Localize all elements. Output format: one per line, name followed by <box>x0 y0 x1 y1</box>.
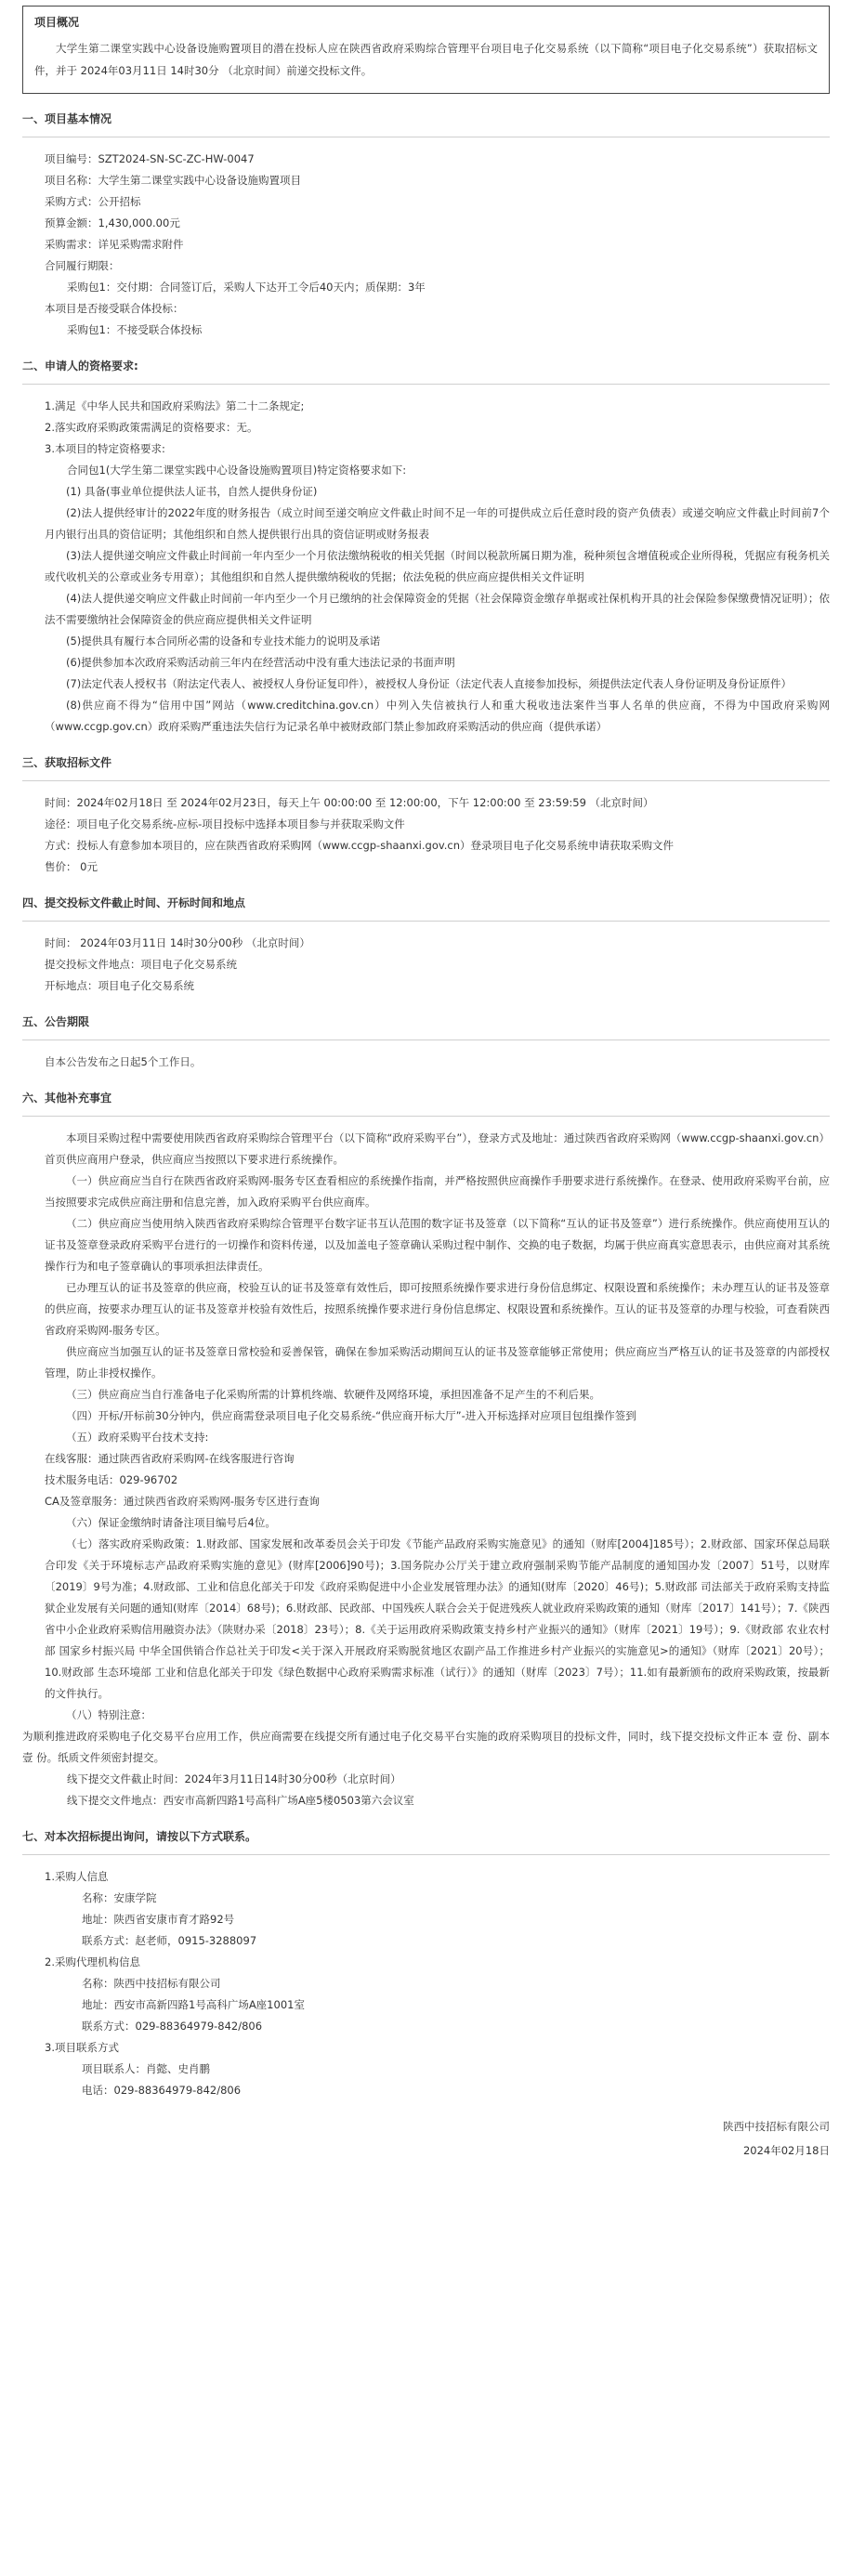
procurement-requirement: 采购需求：详见采购需求附件 <box>45 238 184 251</box>
list-item: 3.本项目的特定资格要求: <box>45 442 165 455</box>
opening-place: 开标地点：项目电子化交易系统 <box>45 979 194 992</box>
paragraph: 供应商应当加强互认的证书及签章日常校验和妥善保管，确保在参加采购活动期间互认的证书及签章能够正常使用；供应商应当严格互认的证书及签章的内部授权管理，防止非授权操作。 <box>45 1345 830 1380</box>
project-number: 项目编号：SZT2024-SN-SC-ZC-HW-0047 <box>45 152 255 165</box>
section-contact <box>22 1826 830 2101</box>
purchaser-contact: 联系方式：赵老师，0915-3288097 <box>82 1934 257 1947</box>
section-submission <box>22 893 830 997</box>
contract-period-label: 合同履行期限： <box>45 259 120 272</box>
project-contact-phone: 电话：029-88364979-842/806 <box>82 2084 242 2097</box>
submission-place: 提交投标文件地点：项目电子化交易系统 <box>45 958 237 971</box>
list-item: (1) 具备(事业单位提供法人证书，自然人提供身份证) <box>66 485 318 498</box>
list-item: (6)提供参加本次政府采购活动前三年内在经营活动中没有重大违法记录的书面声明 <box>66 656 455 669</box>
price: 售价： 0元 <box>45 860 98 873</box>
paragraph: 技术服务电话：029-96702 <box>45 1473 178 1486</box>
paragraph: （五）政府采购平台技术支持: <box>66 1431 209 1444</box>
section-qualification <box>22 356 830 738</box>
project-name: 项目名称：大学生第二课堂实践中心设备设施购置项目 <box>45 174 301 187</box>
paragraph: （二）供应商应当使用纳入陕西省政府采购综合管理平台数字证书互认范围的数字证书及签章（以下简称“互认的证书及签章”）进行系统操作。供应商使用互认的证书及签章登录政府采购平台进行的一切操作和资料传递，以及加盖电子签章确认采购过程中制作、交换的电子数据，均属于供应商真实意思表示，由供应商对其系统操作行为和电子签章确认的事项承担法律责任。 <box>45 1217 830 1273</box>
paragraph: （一）供应商应当自行在陕西省政府采购网-服务专区查看相应的系统操作指南，并严格按照供应商操作手册要求进行系统操作。在登录、使用政府采购平台前，应当按照要求完成供应商注册和信息完善，加入政府采购平台供应商库。 <box>45 1174 830 1209</box>
signature-block <box>22 2114 830 2163</box>
notice-period: 自本公告发布之日起5个工作日。 <box>45 1055 202 1068</box>
project-overview-box <box>22 6 830 94</box>
list-item: (8)供应商不得为“信用中国”网站（www.creditchina.gov.cn）中列入失信被执行人和重大税收违法案件当事人名单的供应商，不得为中国政府采购网（www.ccgp.gov.cn）政府采购严重违法失信行为记录名单中被财政部门禁止参加政府采购活动的供应商（提供承诺） <box>45 699 830 733</box>
joint-bid-label: 本项目是否接受联合体投标： <box>45 302 184 315</box>
budget-amount: 预算金额：1,430,000.00元 <box>45 216 180 229</box>
contact-heading: 1.采购人信息 <box>45 1870 109 1883</box>
section-title: 七、对本次招标提出询问，请按以下方式联系。 <box>22 1826 830 1855</box>
list-item: 1.满足《中华人民共和国政府采购法》第二十二条规定; <box>45 399 305 412</box>
deadline: 时间： 2024年03月11日 14时30分00秒 （北京时间） <box>45 936 310 949</box>
overview-title: 项目概况 <box>34 16 80 29</box>
section-supplementary <box>22 1088 830 1811</box>
procurement-method: 采购方式：公开招标 <box>45 195 141 208</box>
section-title: 一、项目基本情况 <box>22 109 830 137</box>
section-basic-info <box>22 109 830 341</box>
paragraph: CA及签章服务：通过陕西省政府采购网-服务专区进行查询 <box>45 1495 321 1508</box>
purchaser-address: 地址：陕西省安康市育才路92号 <box>82 1913 235 1926</box>
paragraph: 为顺利推进政府采购电子化交易平台应用工作，供应商需要在线提交所有通过电子化交易平台实施的政府采购项目的投标文件，同时，线下提交投标文件正本 壹 份、副本 壹 份。纸质文件须密封提交。 <box>22 1730 830 1764</box>
paragraph: （六）保证金缴纳时请备注项目编号后4位。 <box>66 1516 276 1529</box>
list-item: 合同包1(大学生第二课堂实践中心设备设施购置项目)特定资格要求如下: <box>67 464 407 477</box>
list-item: 2.落实政府采购政策需满足的资格要求：无。 <box>45 421 258 434</box>
list-item: (3)法人提供递交响应文件截止时间前一年内至少一个月依法缴纳税收的相关凭据（时间以税款所属日期为准，税种须包含增值税或企业所得税，凭据应有税务机关或代收机关的公章或业务专用章）；其他组织和自然人提供缴纳税收的凭据；依法免税的供应商应提供相关文件证明 <box>45 549 830 583</box>
paragraph: 线下提交文件截止时间：2024年3月11日14时30分00秒（北京时间） <box>67 1772 401 1785</box>
overview-text: 大学生第二课堂实践中心设备设施购置项目的潜在投标人应在陕西省政府采购综合管理平台项目电子化交易系统（以下简称“项目电子化交易系统”）获取招标文件，并于 2024年03月11日 14时30分 （北京时间）前递交投标文件。 <box>34 42 818 77</box>
list-item: (7)法定代表人授权书（附法定代表人、被授权人身份证复印件），被授权人身份证（法定代表人直接参加投标，须提供法定代表人身份证明及身份证原件） <box>66 677 793 690</box>
section-title: 四、提交投标文件截止时间、开标时间和地点 <box>22 893 830 922</box>
agency-address: 地址：西安市高新四路1号高科广场A座1001室 <box>82 1998 305 2011</box>
paragraph: （四）开标/开标前30分钟内，供应商需登录项目电子化交易系统-“供应商开标大厅”-进入开标选择对应项目包组操作签到 <box>66 1409 636 1422</box>
section-obtain-documents <box>22 752 830 878</box>
section-title: 五、公告期限 <box>22 1012 830 1040</box>
contract-period-value: 采购包1：交付期：合同签订后，采购人下达开工令后40天内；质保期：3年 <box>67 281 426 294</box>
paragraph: 本项目采购过程中需要使用陕西省政府采购综合管理平台（以下简称“政府采购平台”），登录方式及地址：通过陕西省政府采购网（www.ccgp-shaanxi.gov.cn）首页供应商用户登录，供应商应当按照以下要求进行系统操作。 <box>45 1131 830 1166</box>
footer-date: 2024年02月18日 <box>742 2144 830 2157</box>
contact-heading: 2.采购代理机构信息 <box>45 1955 140 1968</box>
paragraph: （三）供应商应当自行准备电子化采购所需的计算机终端、软硬件及网络环境，承担因准备不足产生的不利后果。 <box>66 1388 600 1401</box>
contact-heading: 3.项目联系方式 <box>45 2041 119 2054</box>
agency-name: 名称：陕西中技招标有限公司 <box>82 1977 221 1990</box>
obtain-channel: 途径：项目电子化交易系统-应标-项目投标中选择本项目参与并获取采购文件 <box>45 817 405 830</box>
obtain-method: 方式：投标人有意参加本项目的，应在陕西省政府采购网（www.ccgp-shaanxi.gov.cn）登录项目电子化交易系统申请获取采购文件 <box>45 839 675 852</box>
agency-contact: 联系方式：029-88364979-842/806 <box>82 2020 263 2033</box>
section-title: 二、申请人的资格要求: <box>22 356 830 385</box>
joint-bid-value: 采购包1：不接受联合体投标 <box>67 323 203 336</box>
announcement-page <box>22 0 830 2163</box>
purchaser-name: 名称：安康学院 <box>82 1891 157 1904</box>
paragraph: 线下提交文件地点：西安市高新四路1号高科广场A座5楼0503第六会议室 <box>67 1794 414 1807</box>
footer-org: 陕西中技招标有限公司 <box>723 2120 830 2133</box>
paragraph: （七）落实政府采购政策：1.财政部、国家发展和改革委员会关于印发《节能产品政府采购实施意见》的通知（财库[2004]185号）；2.财政部、国家环保总局联合印发《关于环境标志产品政府采购实施的意见》(财库[2006]90号)；3.国务院办公厅关于建立政府强制采购节能产品制度的通知国办发〔2007〕51号，以财库〔2019〕9号为准；4.财政部、工业和信息化部关于印发《政府采购促进中小企业发展管理办法》的通知(财库〔2020〕46号)；5.财政部 司法部关于政府采购支持监狱企业发展有关问题的通知(财库〔2014〕68号)；6.财政部、民政部、中国残疾人联合会关于促进残疾人就业政府采购政策的通知（财库〔2017〕141号）；7.《陕西省中小企业政府采购信用融资办法》（陕财办采〔2018〕23号）；8.《关于运用政府采购政策支持乡村产业振兴的通知》（财库〔2021〕19号）；9.《财政部 农业农村部 国家乡村振兴局 中华全国供销合作总社关于印发<关于深入开展政府采购脱贫地区农副产品工作推进乡村产业振兴的实施意见>的通知》（财库〔2021〕20号）；10.财政部 生态环境部 工业和信息化部关于印发《绿色数据中心政府采购需求标准（试行）》的通知（财库〔2023〕7号）；11.如有最新颁布的政府采购政策，按最新的文件执行。 <box>45 1537 830 1700</box>
list-item: (5)提供具有履行本合同所必需的设备和专业技术能力的说明及承诺 <box>66 634 381 647</box>
list-item: (4)法人提供递交响应文件截止时间前一年内至少一个月已缴纳的社会保障资金的凭据（社会保障资金缴存单据或社保机构开具的社会保险参保缴费情况证明）；依法不需要缴纳社会保障资金的供应商应提供相关文件证明 <box>45 592 830 626</box>
paragraph: 已办理互认的证书及签章的供应商，校验互认的证书及签章有效性后，即可按照系统操作要求进行身份信息绑定、权限设置和系统操作；未办理互认的证书及签章的供应商，按要求办理互认的证书及签章并校验有效性后，按照系统操作要求进行身份信息绑定、权限设置和系统操作。互认的证书及签章的办理与校验，可查看陕西省政府采购网-服务专区。 <box>45 1281 830 1337</box>
paragraph: （八）特别注意： <box>66 1708 151 1721</box>
obtain-time: 时间：2024年02月18日 至 2024年02月23日，每天上午 00:00:00 至 12:00:00，下午 12:00:00 至 23:59:59 （北京时间） <box>45 796 654 809</box>
section-notice-period <box>22 1012 830 1073</box>
section-title: 六、其他补充事宜 <box>22 1088 830 1117</box>
paragraph: 在线客服：通过陕西省政府采购网-在线客服进行咨询 <box>45 1452 295 1465</box>
section-title: 三、获取招标文件 <box>22 752 830 781</box>
project-contact-person: 项目联系人：肖懿、史肖鹏 <box>82 2062 210 2075</box>
list-item: (2)法人提供经审计的2022年度的财务报告（成立时间至递交响应文件截止时间不足一年的可提供成立后任意时段的资产负债表）或递交响应文件截止时间前7个月内银行出具的资信证明；其他组织和自然人提供银行出具的资信证明或财务报表 <box>45 506 830 541</box>
